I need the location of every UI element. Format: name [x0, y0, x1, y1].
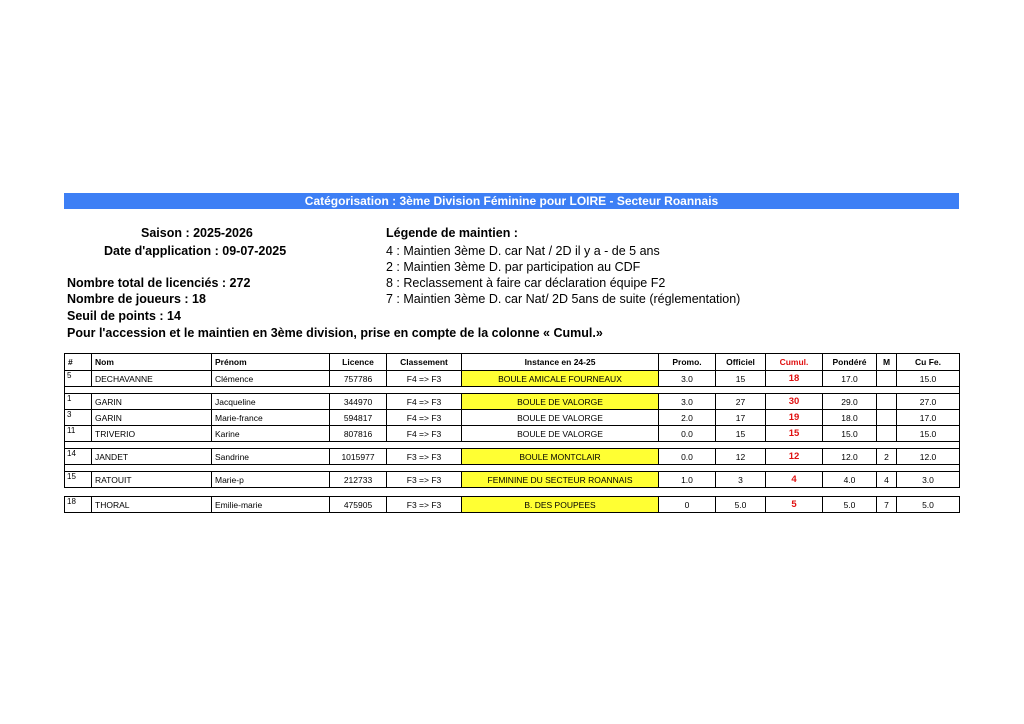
cell-prenom: Marie-p [212, 472, 330, 488]
cell-instance: BOULE DE VALORGE [462, 394, 659, 410]
cell-m [877, 371, 897, 387]
cell-prenom: Emilie-marie [212, 497, 330, 513]
cell-officiel: 27 [716, 394, 766, 410]
cell-m: 7 [877, 497, 897, 513]
legend-item: 4 : Maintien 3ème D. car Nat / 2D il y a - de 5 ans [386, 244, 660, 258]
cell-cumul: 4 [766, 472, 823, 488]
cell-prenom: Sandrine [212, 449, 330, 465]
cell-nom: GARIN [92, 410, 212, 426]
cell-licence: 594817 [330, 410, 387, 426]
cell-cufe: 27.0 [897, 394, 960, 410]
cell-cufe: 3.0 [897, 472, 960, 488]
cell-pondere: 17.0 [823, 371, 877, 387]
cell-cufe: 5.0 [897, 497, 960, 513]
cell-officiel: 5.0 [716, 497, 766, 513]
header-cufe: Cu Fe. [897, 354, 960, 371]
header-instance: Instance en 24-25 [462, 354, 659, 371]
cell-pondere: 29.0 [823, 394, 877, 410]
table-row [65, 371, 960, 387]
date-application-label: Date d'application : 09-07-2025 [104, 244, 287, 258]
cell-index: 1 [65, 394, 92, 410]
cell-index: 3 [65, 410, 92, 426]
cell-cufe: 15.0 [897, 426, 960, 442]
header-prenom: Prénom [212, 354, 330, 371]
cell-promo: 1.0 [659, 472, 716, 488]
cell-cumul: 12 [766, 449, 823, 465]
cell-promo: 0 [659, 497, 716, 513]
cell-promo: 3.0 [659, 371, 716, 387]
cell-m [877, 410, 897, 426]
cell-instance: BOULE DE VALORGE [462, 410, 659, 426]
header-classement: Classement [387, 354, 462, 371]
cell-m: 2 [877, 449, 897, 465]
cell-classement: F4 => F3 [387, 410, 462, 426]
header-promo: Promo. [659, 354, 716, 371]
cell-nom: TRIVERIO [92, 426, 212, 442]
cell-pondere: 15.0 [823, 426, 877, 442]
cell-officiel: 15 [716, 371, 766, 387]
cell-prenom: Jacqueline [212, 394, 330, 410]
group-separator [65, 465, 960, 472]
cell-cufe: 17.0 [897, 410, 960, 426]
table-row [65, 472, 960, 488]
cell-licence: 807816 [330, 426, 387, 442]
cell-cufe: 15.0 [897, 371, 960, 387]
table-row [65, 410, 960, 426]
cell-pondere: 5.0 [823, 497, 877, 513]
licencies-count: Nombre total de licenciés : 272 [67, 276, 251, 290]
header-cumul: Cumul. [766, 354, 823, 371]
joueurs-count: Nombre de joueurs : 18 [67, 292, 206, 306]
cell-licence: 475905 [330, 497, 387, 513]
cell-nom: JANDET [92, 449, 212, 465]
cell-licence: 344970 [330, 394, 387, 410]
cell-classement: F3 => F3 [387, 472, 462, 488]
cell-licence: 212733 [330, 472, 387, 488]
cell-instance: BOULE MONTCLAIR [462, 449, 659, 465]
header-m: M [877, 354, 897, 371]
header-officiel: Officiel [716, 354, 766, 371]
group-spacer [65, 488, 960, 497]
cell-m [877, 394, 897, 410]
group-separator [65, 387, 960, 394]
cell-m: 4 [877, 472, 897, 488]
cell-cumul: 5 [766, 497, 823, 513]
cell-licence: 757786 [330, 371, 387, 387]
accession-note: Pour l'accession et le maintien en 3ème division, prise en compte de la colonne « Cumul.» [67, 326, 603, 340]
cell-pondere: 18.0 [823, 410, 877, 426]
table-row [65, 449, 960, 465]
cell-index: 14 [65, 449, 92, 465]
cell-classement: F3 => F3 [387, 497, 462, 513]
cell-nom: THORAL [92, 497, 212, 513]
cell-cumul: 15 [766, 426, 823, 442]
saison-label: Saison : 2025-2026 [141, 226, 253, 240]
seuil-points: Seuil de points : 14 [67, 309, 181, 323]
table-row [65, 426, 960, 442]
header-nom: Nom [92, 354, 212, 371]
cell-officiel: 3 [716, 472, 766, 488]
cell-cumul: 30 [766, 394, 823, 410]
cell-cumul: 19 [766, 410, 823, 426]
cell-index: 15 [65, 472, 92, 488]
table-row [65, 394, 960, 410]
cell-pondere: 12.0 [823, 449, 877, 465]
group-separator [65, 442, 960, 449]
table-row [65, 497, 960, 513]
cell-cufe: 12.0 [897, 449, 960, 465]
cell-instance: BOULE DE VALORGE [462, 426, 659, 442]
header-licence: Licence [330, 354, 387, 371]
cell-officiel: 12 [716, 449, 766, 465]
cell-classement: F4 => F3 [387, 394, 462, 410]
page-title-banner: Catégorisation : 3ème Division Féminine pour LOIRE - Secteur Roannais [64, 193, 959, 209]
cell-classement: F4 => F3 [387, 426, 462, 442]
header-pondere: Pondéré [823, 354, 877, 371]
cell-pondere: 4.0 [823, 472, 877, 488]
cell-promo: 2.0 [659, 410, 716, 426]
cell-officiel: 17 [716, 410, 766, 426]
table-header-row [65, 354, 960, 371]
cell-classement: F4 => F3 [387, 371, 462, 387]
legend-title: Légende de maintien : [386, 226, 518, 240]
cell-nom: DECHAVANNE [92, 371, 212, 387]
cell-prenom: Marie-france [212, 410, 330, 426]
cell-instance: FEMININE DU SECTEUR ROANNAIS [462, 472, 659, 488]
cell-instance: B. DES POUPEES [462, 497, 659, 513]
cell-nom: RATOUIT [92, 472, 212, 488]
legend-item: 2 : Maintien 3ème D. par participation au CDF [386, 260, 641, 274]
cell-promo: 3.0 [659, 394, 716, 410]
cell-classement: F3 => F3 [387, 449, 462, 465]
legend-item: 8 : Reclassement à faire car déclaration équipe F2 [386, 276, 666, 290]
cell-nom: GARIN [92, 394, 212, 410]
players-table [64, 353, 960, 513]
cell-prenom: Karine [212, 426, 330, 442]
cell-officiel: 15 [716, 426, 766, 442]
cell-cumul: 18 [766, 371, 823, 387]
cell-promo: 0.0 [659, 449, 716, 465]
cell-instance: BOULE AMICALE FOURNEAUX [462, 371, 659, 387]
cell-promo: 0.0 [659, 426, 716, 442]
cell-m [877, 426, 897, 442]
cell-prenom: Clémence [212, 371, 330, 387]
legend-item: 7 : Maintien 3ème D. car Nat/ 2D 5ans de suite (réglementation) [386, 292, 741, 306]
cell-index: 18 [65, 497, 92, 513]
cell-licence: 1015977 [330, 449, 387, 465]
cell-index: 5 [65, 371, 92, 387]
header-index: # [65, 354, 92, 371]
cell-index: 11 [65, 426, 92, 442]
